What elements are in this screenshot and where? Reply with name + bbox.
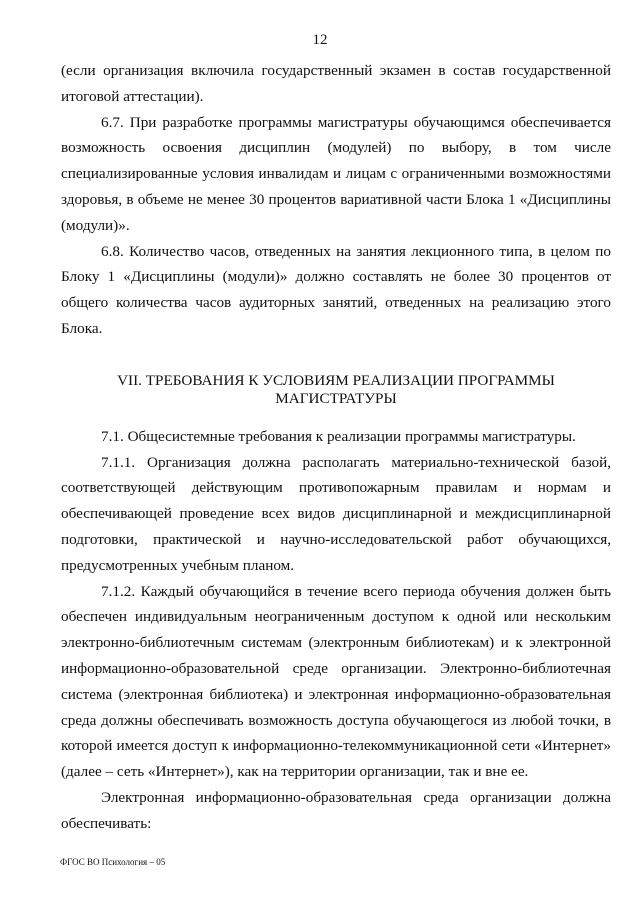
section-heading-line-2: МАГИСТРАТУРЫ — [275, 389, 397, 407]
section-heading-line-1: VII. ТРЕБОВАНИЯ К УСЛОВИЯМ РЕАЛИЗАЦИИ ПРОГРАММЫ — [117, 371, 555, 389]
document-body — [61, 58, 611, 837]
paragraph-6-8: 6.8. Количество часов, отведенных на занятия лекционного типа, в целом по Блоку 1 «Дисциплины (модули)» должно составлять не более 30 процентов от общего количества часов аудиторных занятий, отведенных на реализацию этого Блока. — [61, 242, 611, 337]
footer-doc-code: ФГОС ВО Психология – 05 — [60, 857, 166, 867]
paragraph-7-1-2: 7.1.2. Каждый обучающийся в течение всего периода обучения должен быть обеспечен индивидуальным неограниченным доступом к одной или нескольким электронно-библиотечным системам (электронным библиотекам) и к электронной информационно-образовательной среде организации. Электронно-библиотечная система (электронная библиотека) и электронная информационно-образовательная среда должны обеспечивать возможность доступа обучающегося из любой точки, в которой имеется доступ к информационно-телекоммуникационной сети «Интернет» (далее – сеть «Интернет»), как на территории организации, так и вне ее. — [61, 582, 611, 781]
paragraph-7-1-1: 7.1.1. Организация должна располагать материально-технической базой, соответствующей действующим противопожарным правилам и нормам и обеспечивающей проведение всех видов дисциплинарной и междисциплинарной подготовки, практической и научно-исследовательской работ обучающихся, предусмотренных учебным планом. — [61, 453, 611, 574]
section-heading — [61, 372, 611, 408]
page-number: 12 — [312, 32, 328, 48]
paragraph-eios: Электронная информационно-образовательная среда организации должна обеспечивать: — [61, 788, 611, 832]
paragraph-7-1: 7.1. Общесистемные требования к реализации программы магистратуры. — [101, 427, 576, 445]
paragraph-6-7: 6.7. При разработке программы магистратуры обучающимся обеспечивается возможность освоения дисциплин (модулей) по выбору, в том числе специализированные условия инвалидам и лицам с ограниченными возможностями здоровья, в объеме не менее 30 процентов вариативной части Блока 1 «Дисциплины (модули)». — [61, 113, 611, 234]
paragraph-continued: (если организация включила государственный экзамен в состав государственной итоговой аттестации). — [61, 62, 611, 105]
